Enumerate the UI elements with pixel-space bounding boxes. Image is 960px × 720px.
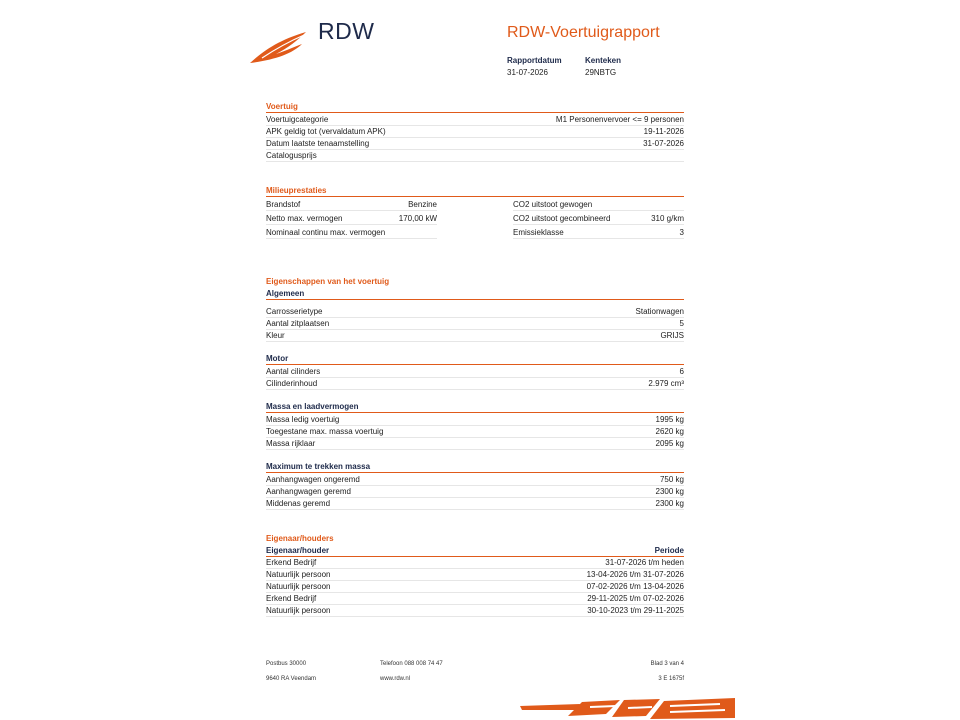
footer-page-info [600,660,684,683]
row-value: 2300 kg [655,487,684,496]
env-label: CO2 uitstoot gecombineerd [513,214,611,223]
table-row [266,605,684,617]
row-value: 750 kg [659,475,684,484]
row-label: Catalogusprijs [266,151,317,160]
table-row [266,414,684,426]
footer-contact [380,660,443,683]
row-label: Aanhangwagen ongeremd [266,475,360,484]
row-value: 1995 kg [655,415,684,424]
row-label: Aantal cilinders [266,367,321,376]
row-value: 2095 kg [655,439,684,448]
table-row [266,498,684,510]
row-divider [513,238,684,239]
env-label: CO2 uitstoot gewogen [513,200,593,209]
row-label: Carrosserietype [266,307,323,316]
section-title-eigenschappen: Eigenschappen van het voertuig [266,277,390,286]
row-label: Datum laatste tenaamstelling [266,139,370,148]
row-label: Erkend Bedrijf [266,558,317,567]
section-rule [266,412,684,413]
row-label: Aanhangwagen geremd [266,487,351,496]
row-label: Natuurlijk persoon [266,606,331,615]
table-row [266,438,684,450]
table-row [266,426,684,438]
logo-text: RDW [318,18,375,44]
row-value: 30-10-2023 t/m 29-11-2025 [587,606,684,615]
column-header-period: Periode [654,546,684,555]
table-row [266,474,684,486]
row-label: Massa rijklaar [266,439,316,448]
section-rule [266,364,684,365]
table-row [266,126,684,138]
row-divider [513,210,684,211]
env-value: Benzine [408,200,437,209]
section-title-voertuig: Voertuig [266,102,298,111]
row-value: 29-11-2025 t/m 07-02-2026 [587,594,684,603]
footer-web-link[interactable]: www.rdw.nl [380,676,411,682]
report-date-label: Rapportdatum [507,56,562,65]
section-rule [266,196,684,197]
row-label: Natuurlijk persoon [266,582,331,591]
table-row [266,486,684,498]
env-label: Netto max. vermogen [266,214,343,223]
row-value: 2620 kg [655,427,684,436]
subsection-title-trekken: Maximum te trekken massa [266,462,371,471]
section-rule [266,299,684,300]
env-label: Nominaal continu max. vermogen [266,228,386,237]
env-value: 170,00 kW [398,214,437,223]
row-value: 5 [679,319,684,328]
row-value: 07-02-2026 t/m 13-04-2026 [586,582,684,591]
row-value: Stationwagen [635,307,684,316]
footer-page-number: Blad 3 van 4 [650,661,684,667]
table-row [266,306,684,318]
env-label: Brandstof [266,200,301,209]
table-row [266,569,684,581]
row-value: 31-07-2026 [643,139,684,148]
table-row [266,593,684,605]
subsection-title-motor: Motor [266,354,289,363]
row-label: Natuurlijk persoon [266,570,331,579]
license-plate [585,55,621,79]
table-row [266,114,684,126]
row-value: 2.979 cm³ [648,379,684,388]
subsection-title-massa: Massa en laadvermogen [266,402,359,411]
document-title: RDW-Voertuigrapport [507,24,660,41]
section-rule [266,112,684,113]
license-plate-label: Kenteken [585,56,622,65]
footer-city: 9640 RA Veendam [266,676,317,682]
table-row [266,330,684,342]
subsection-title-algemeen: Algemeen [266,289,305,298]
row-label: Middenas geremd [266,499,331,508]
footer-code: 3 E 1675f [658,676,684,682]
footer-phone: Telefoon 088 008 74 47 [380,661,443,667]
row-value: 19-11-2026 [643,127,684,136]
rdw-logo-icon [248,30,308,66]
row-divider [513,224,684,225]
row-label: Massa ledig voertuig [266,415,340,424]
section-title-milieu: Milieuprestaties [266,186,327,195]
footer-address [266,660,316,683]
license-plate-value: 29NBTG [585,68,617,77]
row-value: M1 Personenvervoer <= 9 personen [555,115,684,124]
row-label: Kleur [266,331,285,340]
row-label: Cilinderinhoud [266,379,318,388]
table-row [266,557,684,569]
row-value: 2300 kg [655,499,684,508]
row-divider [266,224,437,225]
table-header [266,545,684,556]
report-date [507,55,562,79]
table-row [266,581,684,593]
report-date-value: 31-07-2026 [507,68,548,77]
env-value: 3 [679,228,684,237]
row-label: Voertuigcategorie [266,115,329,124]
row-label: Aantal zitplaatsen [266,319,330,328]
row-label: APK geldig tot (vervaldatum APK) [266,127,386,136]
row-label: Erkend Bedrijf [266,594,317,603]
row-label: Toegestane max. massa voertuig [266,427,384,436]
table-row [266,366,684,378]
row-value: 6 [679,367,684,376]
table-row [266,150,684,162]
row-divider [266,210,437,211]
section-rule [266,472,684,473]
row-divider [266,238,437,239]
column-header-owner: Eigenaar/houder [266,546,330,555]
row-value: GRIJS [660,331,684,340]
footer-postbus: Postbus 30000 [266,661,307,667]
env-label: Emissieklasse [513,228,564,237]
row-value: 31-07-2026 t/m heden [605,558,684,567]
section-title-eigenaar: Eigenaar/houders [266,534,334,543]
table-row [266,378,684,390]
footer-decoration-icon [520,698,735,720]
table-row [266,138,684,150]
env-value: 310 g/km [651,214,684,223]
row-value: 13-04-2026 t/m 31-07-2026 [586,570,684,579]
table-row [266,318,684,330]
